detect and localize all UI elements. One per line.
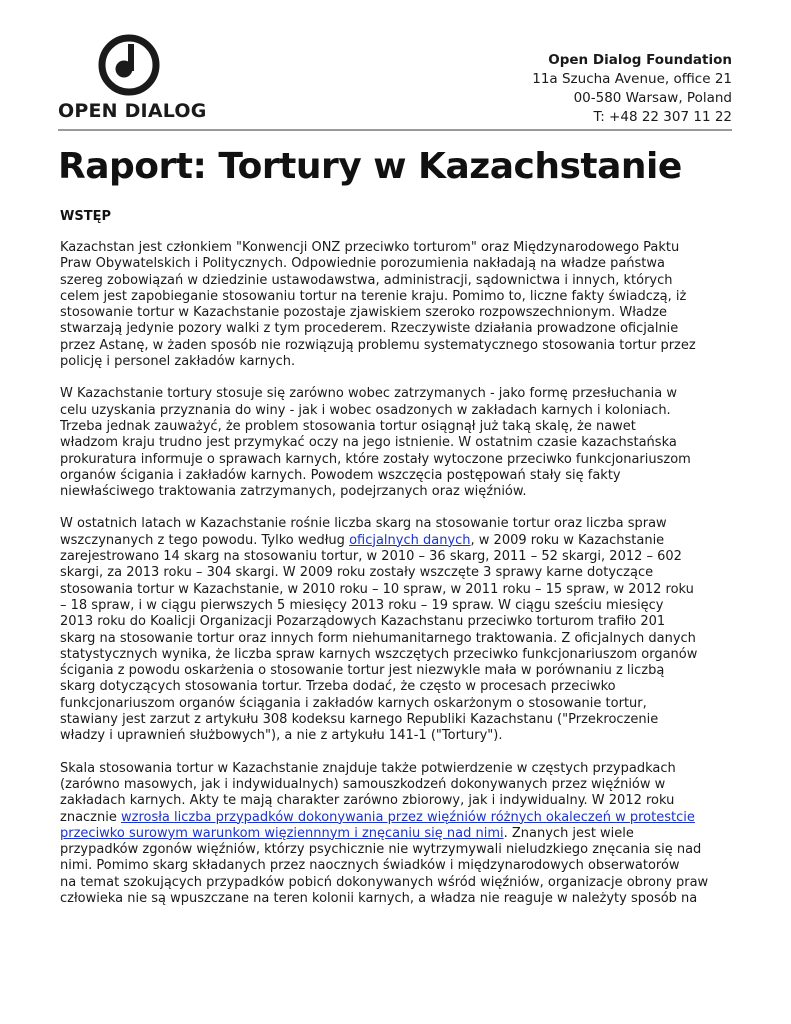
text-run: stwarzają jedynie pozory walki z tym procederem. Rzeczywiste działania prowadzone oficjalnie	[60, 321, 679, 337]
text-line	[60, 452, 785, 468]
text-run: człowieka nie są wpuszczane na teren kolonii karnych, a władza nie reaguje w należyty sposób na	[60, 890, 698, 906]
text-run: . Znanych jest wiele	[503, 825, 634, 841]
text-run: skarg na stosowanie tortur oraz innych form niehumanitarnego traktowania. Z oficjalnych danych	[60, 630, 696, 646]
text-run: wszczynanych z tego powodu. Tylko według	[60, 532, 350, 548]
text-line	[60, 403, 785, 419]
text-line	[60, 240, 785, 256]
text-run: nimi. Pomimo skarg składanych przez naocznych świadków i międzynarodowych obserwatorów	[60, 858, 680, 874]
text-run: na temat szokujących przypadków pobicń dokonywanych wśród więźniów, organizacje obrony praw	[60, 874, 709, 890]
address-line: 11a Szucha Avenue, office 21	[532, 71, 732, 87]
phone-line: T: +48 22 307 11 22	[593, 109, 732, 125]
text-line	[60, 549, 785, 565]
body-paragraph	[60, 240, 785, 370]
text-line	[60, 647, 785, 663]
logo-text: OPEN DIALOG	[58, 100, 207, 122]
text-line	[60, 712, 785, 728]
text-run: przez Astanę, w żaden sposób nie rozwiązują problemu systematycznego stosowania tortur przez	[60, 337, 696, 353]
text-run: (zarówno masowych, jak i indywidualnych) samouszkodzeń dokonywanych przez więźniów w	[60, 776, 666, 792]
text-line	[60, 858, 785, 874]
text-run: organów ścigania i zakładów karnych. Powodem wszczęcia postępowań stały się fakty	[60, 467, 621, 483]
text-run: celu uzyskania przyznania do winy - jak i wobec osadzonych w zakładach karnych i koloniach.	[60, 402, 671, 418]
document-title: Raport: Tortury w Kazachstanie	[58, 146, 682, 187]
organization-name: Open Dialog Foundation	[548, 52, 732, 68]
text-run: skargi, za 2013 roku – 304 skargi. W 2009 roku zostały wszczęte 3 sprawy karne dotyczące	[60, 565, 654, 581]
text-run: stosowania tortur w Kazachstanie, w 2010 roku – 10 spraw, w 2011 roku – 15 spraw, w 2012 roku	[60, 581, 694, 597]
inline-link[interactable]: przeciwko surowym warunkom więziennnym i znęcaniu się nad nimi	[60, 825, 504, 841]
inline-link[interactable]: wzrosła liczba przypadków dokonywania przez więźniów różnych okaleczeń w protestcie	[120, 809, 695, 825]
text-run: zarejestrowano 14 skarg na stosowaniu tortur, w 2010 – 36 skarg, 2011 – 52 skargi, 2012 – 602	[60, 549, 682, 565]
text-line	[60, 598, 785, 614]
header-divider	[58, 129, 732, 131]
text-run: skarg dotyczących stosowania tortur. Trzeba dodać, że często w procesach przeciwko	[60, 679, 616, 695]
text-run: znacznie	[60, 809, 121, 825]
text-line	[60, 321, 785, 337]
text-run: statystycznych wynika, że liczba spraw karnych wszczętych przeciwko funkcjonariuszom organów	[60, 646, 698, 662]
body-paragraph	[60, 761, 785, 908]
text-line	[60, 305, 785, 321]
text-run: , w 2009 roku w Kazachstanie	[470, 532, 665, 548]
text-run: funkcjonariuszom organów ściągania i zakładów karnych oskarżonym o stosowanie tortur,	[60, 695, 647, 711]
text-run: W Kazachstanie tortury stosuje się zarówno wobec zatrzymanych - jako formę przesłuchania w	[60, 386, 677, 402]
section-heading: WSTĘP	[60, 209, 111, 224]
inline-link[interactable]: oficjalnych danych	[349, 532, 471, 548]
address-line: 00-580 Warsaw, Poland	[573, 90, 732, 106]
text-line	[60, 484, 785, 500]
text-line	[60, 419, 785, 435]
text-run: władzom kraju trudno jest przymykać oczy na jego istnienie. W ostatnim czasie kazachstańska	[60, 435, 677, 451]
body-paragraph	[60, 516, 785, 744]
text-line	[60, 338, 785, 354]
text-line	[60, 696, 785, 712]
text-line	[60, 533, 785, 549]
text-line	[60, 761, 785, 777]
open-dialog-logo	[58, 32, 207, 124]
text-run: – 18 spraw, i w ciągu pierwszych 5 miesięcy 2013 roku – 19 spraw. W ciągu sześciu miesięcy	[60, 597, 664, 613]
text-line	[60, 468, 785, 484]
text-line	[60, 631, 785, 647]
text-line	[60, 728, 785, 744]
text-line	[60, 516, 785, 532]
text-run: stosowanie tortur w Kazachstanie pozostaje zjawiskiem szeroko rozpowszechnionym. Władze	[60, 305, 667, 321]
text-run: policję i personel zakładów karnych.	[60, 354, 296, 370]
text-run: Skala stosowania tortur w Kazachstanie znajduje także potwierdzenie w częstych przypadkach	[60, 760, 676, 776]
text-line	[60, 793, 785, 809]
text-run: przypadków zgonów więźniów, którzy psychicznie nie wytrzymywali nieludzkiego znęcania się nad	[60, 842, 702, 858]
text-run: Trzeba jednak zauważyć, że problem stosowania tortur osiągnął już taką skalę, że nawet	[60, 418, 636, 434]
text-line	[60, 273, 785, 289]
text-line	[60, 679, 785, 695]
text-run: W ostatnich latach w Kazachstanie rośnie liczba skarg na stosowanie tortur oraz liczba spraw	[60, 516, 667, 532]
text-run: władzy i uprawnień służbowych"), a nie z artykułu 141-1 ("Tortury").	[60, 728, 503, 744]
text-line	[60, 565, 785, 581]
text-run: szereg zobowiązań w dziedzinie ustawodawstwa, administracji, sądownictwa i innych, których	[60, 272, 673, 288]
text-run: stawiany jest zarzut z artykułu 308 kodeksu karnego Republiki Kazachstanu ("Przekroczenie	[60, 712, 659, 728]
text-run: Praw Obywatelskich i Politycznych. Odpowiednie porozumienia nakładają na władze państwa	[60, 256, 666, 272]
text-line	[60, 875, 785, 891]
text-run: Kazachstan jest członkiem "Konwencji ONZ przeciwko torturom" oraz Międzynarodowego Paktu	[60, 240, 680, 255]
document-body	[60, 240, 785, 923]
text-line	[60, 777, 785, 793]
text-line	[60, 891, 785, 907]
letterhead	[58, 32, 732, 132]
text-run: 2013 roku do Koalicji Organizacji Pozarządowych Kazachstanu przeciwko torturom trafiło 201	[60, 614, 666, 630]
text-run: zakładach karnych. Akty te mają charakter zarówno zbiorowy, jak i indywidualny. W 2012 roku	[60, 793, 675, 809]
text-run: celem jest zapobieganie stosowaniu tortur na terenie kraju. Pomimo to, liczne fakty świadczą, iż	[60, 288, 687, 304]
text-line	[60, 289, 785, 305]
logo-mark-icon	[98, 32, 162, 98]
text-line	[60, 386, 785, 402]
text-run: prokuratura informuje o sprawach karnych, które zostały wytoczone przeciwko funkcjonariuszom	[60, 451, 691, 467]
text-line	[60, 810, 785, 826]
text-line	[60, 842, 785, 858]
text-line	[60, 826, 785, 842]
organization-address	[532, 51, 732, 127]
text-line	[60, 256, 785, 272]
text-run: niewłaściwego traktowania zatrzymanych, podejrzanych oraz więźniów.	[60, 484, 527, 500]
body-paragraph	[60, 386, 785, 500]
text-line	[60, 354, 785, 370]
text-line	[60, 663, 785, 679]
text-line	[60, 435, 785, 451]
text-line	[60, 614, 785, 630]
text-run: ścigania z powodu oskarżenia o stosowanie tortur jest niezwykle mała w porównaniu z liczbą	[60, 663, 665, 679]
text-line	[60, 582, 785, 598]
